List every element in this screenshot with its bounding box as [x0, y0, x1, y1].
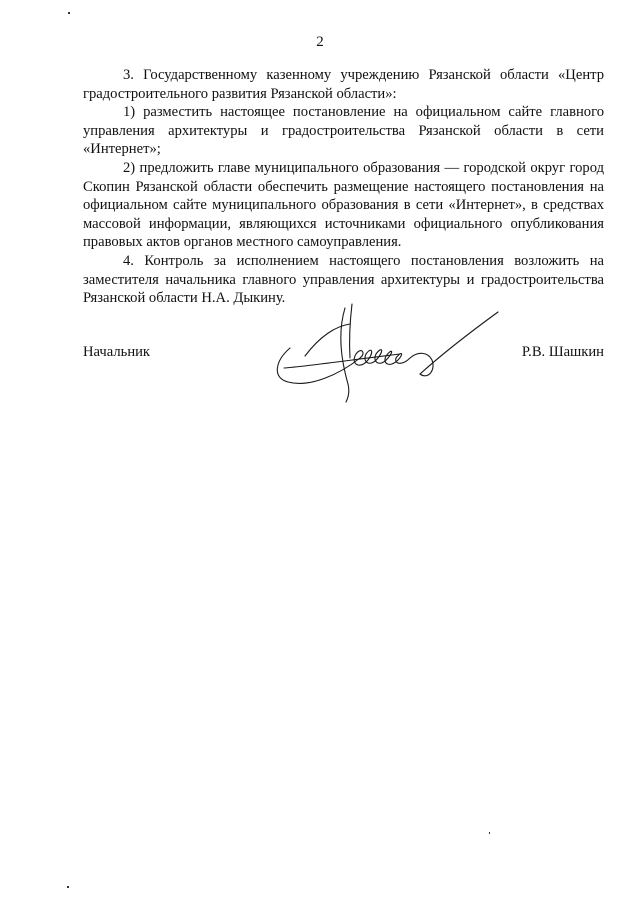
scan-speck-bottom-right [489, 832, 490, 834]
handwritten-signature [270, 296, 500, 406]
paragraph-item-3: 3. Государственному казенному учреждению Рязанской области «Центр градостроительного развития Рязанской области»: [83, 67, 604, 102]
paragraph-subitem-1: 1) разместить настоящее постановление на официальном сайте главного управления архитектуры и градостроительства Рязанской области в сети «Интернет»; [83, 104, 604, 158]
signer-name: Р.В. Шашкин [521, 344, 604, 360]
scan-speck-bottom-left [67, 886, 69, 888]
document-body [83, 66, 604, 308]
paragraph-item-4: 4. Контроль за исполнением настоящего постановления возложить на заместителя начальника главного управления архитектуры и градостроительства Рязанской области Н.А. Дыкину. [83, 252, 604, 307]
position-title: Начальник [83, 344, 151, 360]
page-number: 2 [316, 34, 324, 50]
scan-speck-top [68, 12, 70, 14]
paragraph-subitem-2: 2) предложить главе муниципального образования — городской округ город Скопин Рязанской области обеспечить размещение настоящего постановления на официальном сайте муниципального образования в сети «Интернет», в средствах массовой информации, являющихся источниками официального опубликования правовых актов органов местного самоуправления. [83, 159, 604, 251]
